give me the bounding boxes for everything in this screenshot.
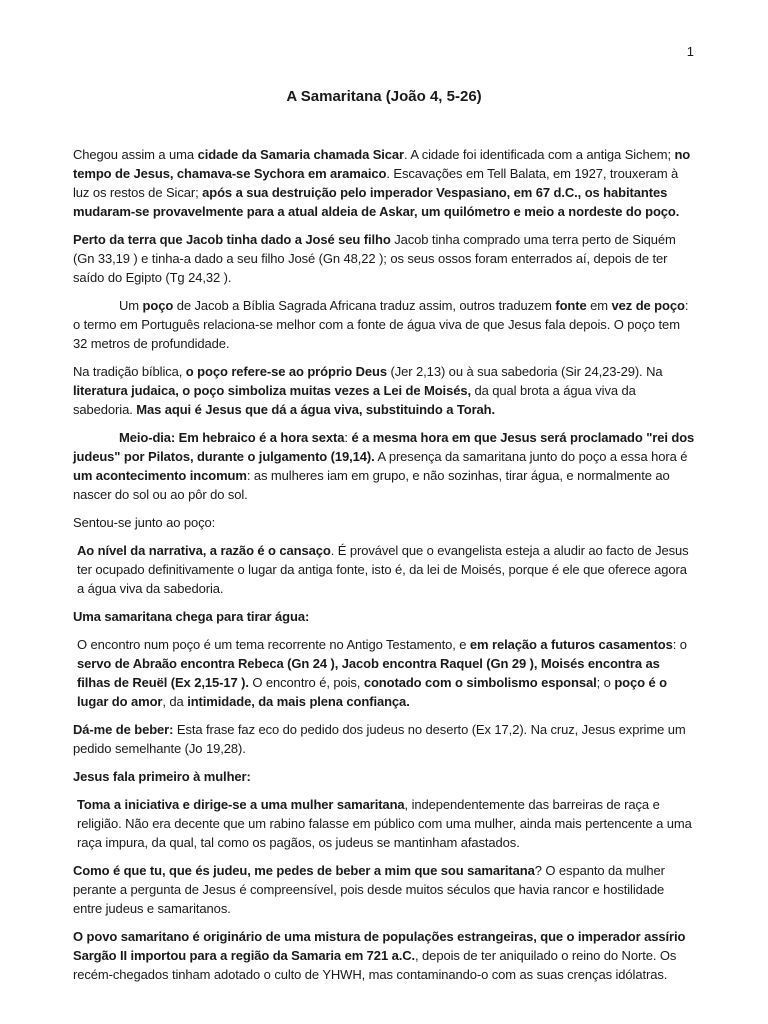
paragraph-terra-jacob bbox=[73, 230, 695, 287]
text-run: : bbox=[344, 430, 352, 445]
text-run: : as mulheres iam em grupo, e não sozinhas, tirar água, e normalmente ao nascer do sol ou ao pôr do sol. bbox=[73, 468, 670, 502]
bold-text-run: Dá-me de beber: bbox=[73, 722, 174, 737]
bold-text-run: Mas aqui é Jesus que dá a água viva, substituindo a Torah. bbox=[136, 402, 496, 417]
bold-text-run: poço é o lugar do amor bbox=[77, 675, 667, 709]
paragraph-como-e-que-tu bbox=[73, 861, 695, 918]
text-run: O encontro é, pois, bbox=[248, 675, 364, 690]
bold-text-run: em relação a futuros casamentos bbox=[469, 637, 673, 652]
paragraph-samaritana-chega bbox=[73, 607, 695, 626]
paragraph-povo-samaritano bbox=[73, 927, 695, 984]
page-number: 1 bbox=[686, 44, 694, 59]
bold-text-run: no tempo de Jesus, chamava-se Sychora em aramaico bbox=[73, 147, 691, 181]
text-run: , independentemente das barreiras de raça e religião. Não era decente que um rabino falasse em público com uma mulher, ainda mais pertencente a uma raça impura, da qual, tal como os pagãos, os judeus se mantinham afastados. bbox=[77, 797, 692, 850]
text-run: Chegou assim a uma bbox=[73, 147, 198, 162]
bold-text-run: Jesus fala primeiro à mulher: bbox=[73, 769, 251, 784]
text-run: . Escavações em Tell Balata, em 1927, trouxeram à luz os restos de Sicar; bbox=[73, 166, 679, 200]
paragraph-poco-jacob bbox=[73, 296, 695, 353]
document-body bbox=[73, 145, 695, 993]
bold-text-run: poço bbox=[142, 298, 174, 313]
bold-text-run: um acontecimento incomum bbox=[73, 468, 247, 483]
bold-text-run: Como é que tu, que és judeu, me pedes de beber a mim que sou samaritana bbox=[73, 863, 535, 878]
paragraph-jesus-fala bbox=[73, 767, 695, 786]
bold-text-run: literatura judaica, o poço simboliza muitas vezes a Lei de Moisés, bbox=[73, 383, 471, 398]
bold-text-run: Ao nível da narrativa, a razão é o cansaço bbox=[77, 543, 331, 558]
bold-text-run: é a mesma hora em que Jesus será proclamado "rei dos judeus" por Pilatos, durante o julgamento (19,14). bbox=[73, 430, 695, 464]
bold-text-run: servo de Abraão encontra Rebeca (Gn 24 ), Jacob encontra Raquel (Gn 29 ), Moisés encontra as filhas de Reuël (Ex 2,15-17 ). bbox=[77, 656, 660, 690]
paragraph-meio-dia bbox=[73, 428, 695, 504]
paragraph-encontro-poco bbox=[73, 635, 695, 711]
document-title: A Samaritana (João 4, 5-26) bbox=[286, 88, 482, 105]
text-run: . É provável que o evangelista esteja a aludir ao facto de Jesus ter ocupado definitivamente o lugar da antiga fonte, isto é, da lei de Moisés, porque é ele que oferece agora a água viva da sabedoria. bbox=[77, 543, 689, 596]
text-run: , da bbox=[162, 694, 188, 709]
text-run: : o termo em Português relaciona-se melhor com a fonte de água viva de que Jesus fala depois. O poço tem 32 metros de profundidade. bbox=[73, 298, 689, 351]
bold-text-run: o poço refere-se ao próprio Deus bbox=[185, 364, 388, 379]
bold-text-run: fonte bbox=[555, 298, 587, 313]
text-run: (Jer 2,13) ou à sua sabedoria (Sir 24,23-29). Na bbox=[387, 364, 663, 379]
paragraph-sentou-se bbox=[73, 513, 695, 532]
bold-text-run: conotado com o simbolismo esponsal bbox=[363, 675, 597, 690]
bold-text-run: intimidade, da mais plena confiança. bbox=[187, 694, 410, 709]
bold-text-run: Meio-dia: Em hebraico é a hora sexta bbox=[119, 430, 345, 445]
text-run: A presença da samaritana junto do poço a essa hora é bbox=[374, 449, 688, 464]
text-run: de Jacob a Bíblia Sagrada Africana traduz assim, outros traduzem bbox=[173, 298, 556, 313]
text-run: . A cidade foi identificada com a antiga Sichem; bbox=[404, 147, 675, 162]
text-run: Na tradição bíblica, bbox=[73, 364, 186, 379]
bold-text-run: após a sua destruição pelo imperador Vespasiano, em 67 d.C., os habitantes mudaram-se provavelmente para a atual aldeia de Askar, um quilómetro e meio a nordeste do poço. bbox=[73, 185, 680, 219]
text-run: O encontro num poço é um tema recorrente no Antigo Testamento, e bbox=[77, 637, 470, 652]
text-run: : o bbox=[672, 637, 687, 652]
text-run: ? O espanto da mulher perante a pergunta de Jesus é compreensível, pois desde muitos séculos que havia rancor e hostilidade entre judeus e samaritanos. bbox=[73, 863, 665, 916]
paragraph-narrativa bbox=[73, 541, 695, 598]
bold-text-run: Perto da terra que Jacob tinha dado a José seu filho bbox=[73, 232, 391, 247]
paragraph-sicar bbox=[73, 145, 695, 221]
text-run: Esta frase faz eco do pedido dos judeus no deserto (Ex 17,2). Na cruz, Jesus exprime um pedido semelhante (Jo 19,28). bbox=[73, 722, 686, 756]
text-run: Um bbox=[119, 298, 143, 313]
paragraph-iniciativa bbox=[73, 795, 695, 852]
paragraph-tradicao-biblica bbox=[73, 362, 695, 419]
text-run: ; o bbox=[596, 675, 615, 690]
text-run: Jacob tinha comprado uma terra perto de Siquém (Gn 33,19 ) e tinha-a dado a seu filho José (Gn 48,22 ); os seus ossos foram enterrados aí, depois de ter saído do Egipto (Tg 24,32 ). bbox=[73, 232, 676, 285]
bold-text-run: cidade da Samaria chamada Sicar bbox=[197, 147, 405, 162]
bold-text-run: Uma samaritana chega para tirar água: bbox=[73, 609, 310, 624]
bold-text-run: vez de poço bbox=[611, 298, 685, 313]
text-run: , depois de ter aniquilado o reino do Norte. Os recém-chegados tinham adotado o culto de YHWH, mas contaminando-o com as suas crenças idólatras. bbox=[73, 948, 677, 982]
bold-text-run: Toma a iniciativa e dirige-se a uma mulher samaritana bbox=[77, 797, 405, 812]
bold-text-run: O povo samaritano é originário de uma mistura de populações estrangeiras, que o imperador assírio Sargão II importou para a região da Samaria em 721 a.C. bbox=[73, 929, 686, 963]
text-run: em bbox=[586, 298, 612, 313]
text-run: da qual brota a água viva da sabedoria. bbox=[73, 383, 636, 417]
text-run: Sentou-se junto ao poço: bbox=[73, 515, 216, 530]
paragraph-da-me-beber bbox=[73, 720, 695, 758]
